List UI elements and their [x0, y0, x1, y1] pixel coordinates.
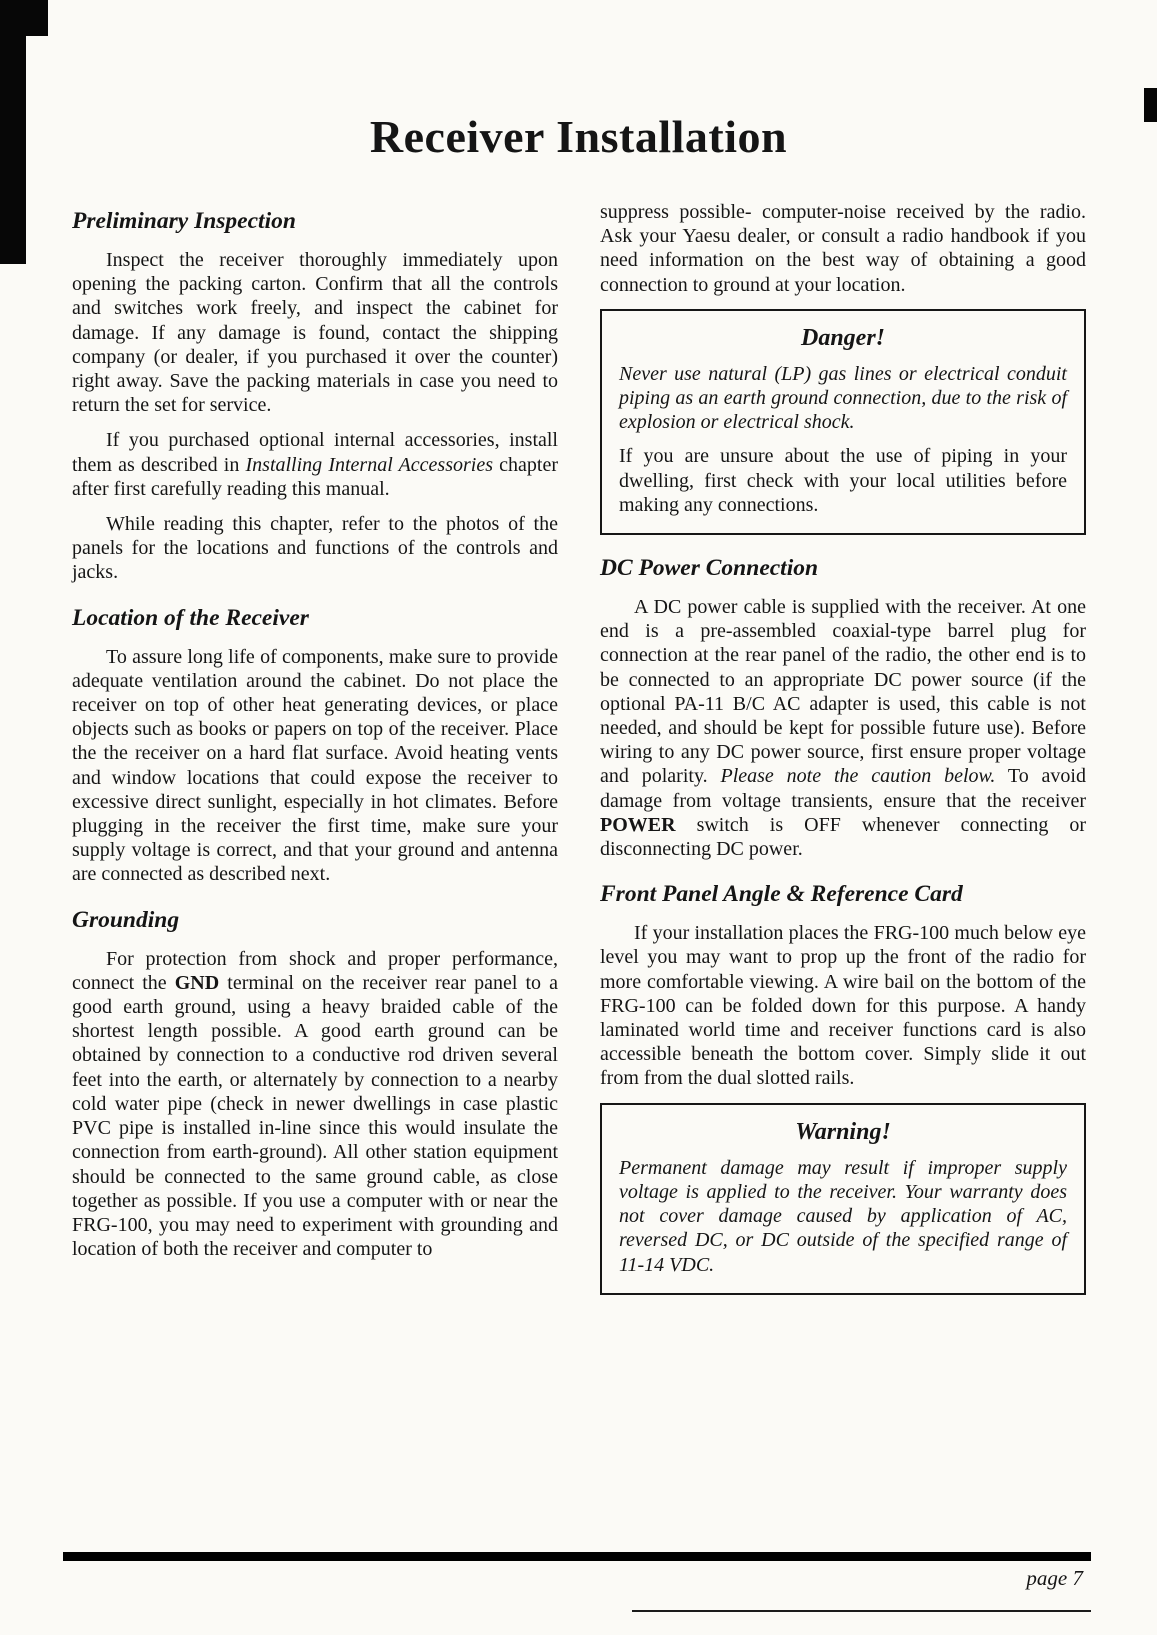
warning-box: [600, 1103, 1086, 1295]
danger-box-heading: Danger!: [800, 324, 885, 351]
paragraph-segment: For protection from shock and proper performance, connect the: [72, 947, 558, 994]
footer-rule-thick: [63, 1552, 1091, 1561]
warning-box-paragraph: Permanent damage may result if improper supply voltage is applied to the receiver. Your warranty does not cover damage caused by application of AC, reversed DC, or DC outside of the specified range of 11-14 VDC.: [619, 1156, 1067, 1276]
bold-term-gnd: GND: [174, 971, 220, 994]
paragraph: If your installation places the FRG-100 much below eye level you may want to prop up the front of the radio for more comfortable viewing. A wire bail on the bottom of the FRG-100 can be folded down for this purpose. A handy laminated world time and receiver functions card is also accessible beneath the bottom cover. Simply slide it out from from the dual slotted rails.: [600, 922, 1086, 1090]
paragraph-segment: chapter after first carefully reading this manual.: [72, 453, 558, 500]
section-heading-preliminary-inspection: Preliminary Inspection: [72, 208, 296, 234]
paragraph: Inspect the receiver thoroughly immediately upon opening the packing carton. Confirm that all the controls and switches work freely, and inspect the cabinet for damage. If any damage is found, contact the shipping company (or dealer, if you purchased it over the counter) right away. Save the packing materials in case you need to return the set for service.: [72, 249, 558, 417]
paragraph-segment: A DC power cable is supplied with the receiver. At one end is a pre-assembled coaxial-type barrel plug for connection at the rear panel of the radio, the other end is to be connected to an appropriate DC power source (if the optional PA-11 B/C AC adapter is used, this cable is not needed, and should be kept for possible future use). Before wiring to any DC power source, first ensure proper voltage and polarity.: [600, 596, 1086, 788]
warning-box-heading: Warning!: [795, 1118, 891, 1145]
left-column: [72, 200, 558, 1313]
bold-term-power: POWER: [600, 813, 676, 836]
two-column-layout: [72, 200, 1086, 1313]
paragraph: While reading this chapter, refer to the photos of the panels for the locations and functions of the controls and jacks.: [72, 513, 558, 584]
paragraph: [72, 947, 558, 1262]
danger-box-paragraph: Never use natural (LP) gas lines or electrical conduit piping as an earth ground connection, due to the risk of explosion or electrical shock.: [619, 362, 1067, 434]
paragraph: [600, 595, 1086, 861]
paragraph-segment: terminal on the receiver rear panel to a good earth ground, using a heavy braided cable of the shortest length possible. A good earth ground can be obtained by connection to a conductive rod driven several feet into the earth, or alternately by connection to a nearby cold water pipe (check in newer dwellings in case plastic PVC pipe is installed in-line since this would insulate the connection from earth-ground). All other station equipment should be connected to the same ground cable, as close together as possible. If you use a computer with or near the FRG-100, you may need to experiment with grounding and location of both the receiver and computer to: [72, 971, 558, 1261]
paragraph: To assure long life of components, make sure to provide adequate ventilation around the cabinet. Do not place the receiver on top of other heat generating devices, or place objects such as books or papers on top of the receiver. Place the the receiver on a hard flat surface. Avoid heating vents and window locations that could expose the receiver to excessive direct sunlight, especially in hot climates. Before plugging in the receiver the first time, make sure your supply voltage is correct, and that your ground and antenna are connected as described next.: [72, 645, 558, 886]
scan-artifact-top-left-corner: [0, 0, 48, 36]
paragraph: [72, 428, 558, 501]
italic-phrase: Please note the caution below.: [720, 765, 996, 788]
page-number: page 7: [1026, 1566, 1083, 1590]
danger-box-paragraph: If you are unsure about the use of piping in your dwelling, first check with your local utilities before making any connections.: [619, 445, 1067, 516]
paragraph-segment: If you purchased optional internal accessories, install them as described in: [72, 429, 558, 476]
footer-rule-thin: [632, 1610, 1091, 1612]
section-heading-dc-power-connection: DC Power Connection: [600, 555, 819, 582]
paragraph-continuation: suppress possible- computer-noise received by the radio. Ask your Yaesu dealer, or consult a radio handbook if you need information on the best way of obtaining a good connection to ground at your location.: [600, 201, 1086, 296]
page-title: Receiver Installation: [369, 111, 788, 162]
paragraph-segment: To avoid damage from voltage transients, ensure that the receiver: [600, 765, 1086, 812]
section-heading-location-of-the-receiver: Location of the Receiver: [72, 604, 309, 631]
right-column: [600, 200, 1086, 1313]
section-heading-front-panel-angle-reference-card: Front Panel Angle & Reference Card: [600, 881, 963, 908]
italic-phrase: Installing Internal Accessories: [245, 453, 493, 476]
section-heading-grounding: Grounding: [72, 906, 180, 933]
paragraph-segment: switch is OFF whenever connecting or disconnecting DC power.: [600, 813, 1086, 861]
danger-box: [600, 309, 1086, 535]
